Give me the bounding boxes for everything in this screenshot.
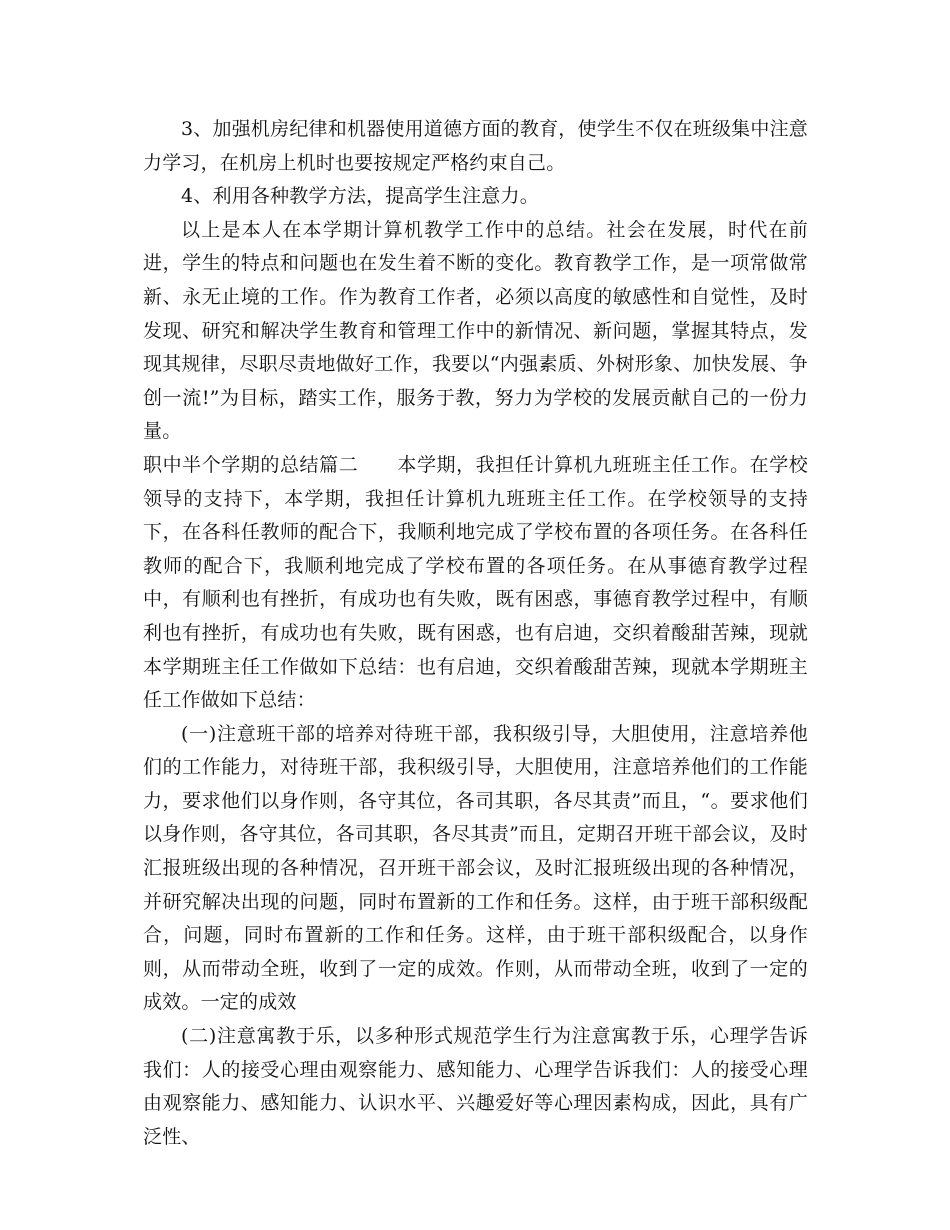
paragraph-3: 以上是本人在本学期计算机教学工作中的总结。社会在发展，时代在前进，学生的特点和问题也在发生着不断的变化。教育教学工作，是一项常做常新、永无止境的工作。作为教育工作者，必须以高度的敏感性和自觉性，及时发现、研究和解决学生教育和管理工作中的新情况、新问题，掌握其特点，发现其规律，尽职尽责地做好工作，我要以“内强素质、外树形象、加快发展、争创一流!”为目标，踏实工作，服务于教，努力为学校的发展贡献自己的一份力量。	[143, 218, 808, 443]
paragraph-1: 3、加强机房纪律和机器使用道德方面的教育，使学生不仅在班级集中注意力学习，在机房上机时也要按规定严格约束自己。	[143, 118, 808, 174]
document-body	[143, 113, 808, 1154]
paragraph-5: (一)注意班干部的培养对待班干部，我积级引导，大胆使用，注意培养他们的工作能力，对待班干部，我积级引导，大胆使用，注意培养他们的工作能力，要求他们以身作则，各守其位，各司其职，各尽其责”而且，“。要求他们以身作则，各守其位，各司其职，各尽其责”而且，定期召开班干部会议，及时汇报班级出现的各种情况，召开班干部会议，及时汇报班级出现的各种情况，并研究解决出现的问题，同时布置新的工作和任务。这样，由于班干部积级配合，问题，同时布置新的工作和任务。这样，由于班干部积级配合，以身作则，从而带动全班，收到了一定的成效。作则，从而带动全班，收到了一定的成效。一定的成效	[143, 722, 808, 1014]
paragraph-2: 4、利用各种教学方法，提高学生注意力。	[181, 185, 539, 208]
paragraph-6: (二)注意寓教于乐，以多种形式规范学生行为注意寓教于乐，心理学告诉我们：人的接受心理由观察能力、感知能力、心理学告诉我们：人的接受心理由观察能力、感知能力、认识水平、兴趣爱好等心理因素构成，因此，具有广泛性、	[143, 1025, 808, 1148]
paragraph-4: 职中半个学期的总结篇二 本学期，我担任计算机九班班主任工作。在学校领导的支持下，本学期，我担任计算机九班班主任工作。在学校领导的支持下，在各科任教师的配合下，我顺利地完成了学校布置的各项任务。在各科任教师的配合下，我顺利地完成了学校布置的各项任务。在从事德育教学过程中，有顺利也有挫折，有成功也有失败，既有困惑，事德育教学过程中，有顺利也有挫折，有成功也有失败，既有困惑，也有启迪，交织着酸甜苦辣，现就本学期班主任工作做如下总结：也有启迪，交织着酸甜苦辣，现就本学期班主任工作做如下总结：	[143, 453, 808, 712]
